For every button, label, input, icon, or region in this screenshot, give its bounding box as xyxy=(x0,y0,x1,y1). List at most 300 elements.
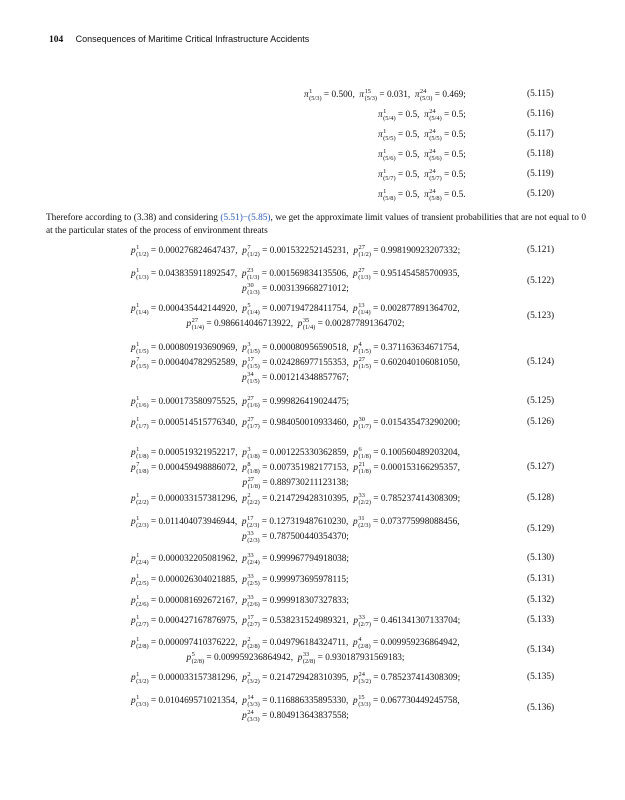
value: 0.999918307327833 xyxy=(269,596,347,607)
index-scripts xyxy=(136,594,148,608)
subscript: (2/8) xyxy=(136,643,149,650)
symbol-p: p xyxy=(242,284,247,295)
symbol-π: π xyxy=(424,170,429,181)
superscript: 17 xyxy=(247,614,254,621)
superscript: 5 xyxy=(247,302,251,309)
equation-line: p 1 (1/7) = 0.000514515776340, p 27 (1/7) = 0.984050010933460, p 30 (1/7) = 0.015435473290200; xyxy=(131,416,461,430)
superscript: 6 xyxy=(358,446,362,453)
symbol-π: π xyxy=(424,150,429,161)
subscript: (1/8) xyxy=(247,468,260,475)
symbol-p: p xyxy=(242,343,247,354)
superscript: 17 xyxy=(247,515,254,522)
symbol-p: p xyxy=(131,616,136,627)
equation-reference-link[interactable]: (5.51)−(5.85) xyxy=(220,213,271,223)
symbol-π: π xyxy=(378,130,383,141)
equation-number: (5.128) xyxy=(527,493,555,503)
equation-line: p 33 (2/3) = 0.787500440354370; xyxy=(242,530,349,544)
symbol-π: π xyxy=(378,110,383,121)
value: 0.011404073946944 xyxy=(158,517,235,528)
value: 0.073775998088456 xyxy=(380,517,458,528)
value: 0.000459498886072 xyxy=(158,463,236,474)
symbol-p: p xyxy=(242,397,247,408)
symbol-p: p xyxy=(353,616,359,627)
equation-number: (5.124) xyxy=(527,357,555,367)
subscript: (5/3) xyxy=(420,95,433,102)
equation-line: π 1 (5/7) = 0.5, π 24 (5/7) = 0.5; xyxy=(378,168,466,182)
superscript: 30 xyxy=(247,282,254,289)
index-scripts xyxy=(365,88,377,102)
value: 0.5 xyxy=(451,170,464,181)
index-scripts xyxy=(303,651,315,665)
superscript: 4 xyxy=(358,636,362,643)
symbol-π: π xyxy=(304,90,309,101)
superscript: 1 xyxy=(136,515,140,522)
value: 0.469 xyxy=(442,90,464,101)
subscript: (1/5) xyxy=(358,363,372,370)
equation-body xyxy=(131,395,349,410)
index-scripts xyxy=(359,614,371,628)
index-scripts xyxy=(247,302,259,316)
subscript: (2/6) xyxy=(136,601,149,608)
value: 0.000033157381296 xyxy=(158,494,236,505)
equation-body xyxy=(378,188,466,203)
index-scripts xyxy=(247,371,259,385)
equation-body xyxy=(378,128,466,143)
superscript: 2 xyxy=(247,636,251,643)
value: 0.999973695978115 xyxy=(269,575,347,586)
index-scripts xyxy=(359,492,371,506)
equation-line: π 1 (5/6) = 0.5, π 24 (5/6) = 0.5; xyxy=(378,148,466,162)
subscript: (5/5) xyxy=(383,135,396,142)
superscript: 1 xyxy=(136,446,140,453)
superscript: 24 xyxy=(429,148,436,155)
subscript: (2/3) xyxy=(358,522,371,529)
equation-line: p 1 (1/3) = 0.043835911892547, p 23 (1/3) = 0.001569834135506, p 27 (1/3) = 0.951454585700935, xyxy=(131,267,460,281)
equation-body xyxy=(304,88,466,103)
equation-line: p 1 (3/2) = 0.000033157381296, p 2 (3/2) = 0.214729428310395, p 24 (3/2) = 0.785237414308309; xyxy=(131,671,461,685)
subscript: (2/2) xyxy=(247,499,260,506)
value: 0.007194728411754 xyxy=(269,304,347,315)
subscript: (1/8) xyxy=(247,453,260,460)
value: 0.116886335895330 xyxy=(269,696,347,707)
subscript: (5/3) xyxy=(309,95,322,102)
index-scripts xyxy=(136,341,148,355)
superscript: 1 xyxy=(136,492,140,499)
superscript: 35 xyxy=(302,317,310,324)
equation-number: (5.135) xyxy=(527,672,555,682)
superscript: 27 xyxy=(191,317,199,324)
index-scripts xyxy=(359,671,371,685)
value: 0.371163634671754 xyxy=(380,343,458,354)
equation-end: ; xyxy=(457,418,461,429)
superscript: 1 xyxy=(136,244,140,251)
value: 0.000080956590518 xyxy=(269,343,347,354)
value: 0.000032205081962 xyxy=(158,554,236,565)
index-scripts xyxy=(429,188,441,202)
value: 0.007351982177153 xyxy=(269,463,347,474)
index-scripts xyxy=(420,88,432,102)
symbol-p: p xyxy=(242,246,247,257)
index-scripts xyxy=(383,188,395,202)
symbol-p: p xyxy=(131,304,136,315)
subscript: (3/3) xyxy=(247,716,260,723)
subscript: (1/4) xyxy=(136,309,149,316)
superscript: 33 xyxy=(247,573,254,580)
index-scripts xyxy=(429,108,441,122)
index-scripts xyxy=(136,395,148,409)
superscript: 1 xyxy=(383,128,387,135)
symbol-p: p xyxy=(353,696,358,707)
superscript: 24 xyxy=(247,709,254,716)
equation-end: ; xyxy=(457,494,461,505)
index-scripts xyxy=(247,244,259,258)
index-scripts xyxy=(247,515,259,529)
superscript: 33 xyxy=(302,651,310,658)
index-scripts xyxy=(136,492,148,506)
value: 0.999826419024475 xyxy=(269,397,347,408)
equation-line: p 1 (1/2) = 0.000276824647437, p 7 (1/2) = 0.001532252145231, p 27 (1/2) = 0.998190923207332; xyxy=(131,244,461,258)
symbol-π: π xyxy=(378,150,383,161)
superscript: 33 xyxy=(247,530,254,537)
index-scripts xyxy=(359,446,371,460)
index-scripts xyxy=(192,317,204,331)
subscript: (3/2) xyxy=(136,678,149,685)
superscript: 23 xyxy=(247,267,254,274)
value: 0.538231524989321 xyxy=(269,616,347,627)
value: 0.785237414308309 xyxy=(380,673,458,684)
index-scripts xyxy=(247,594,259,608)
equation-line: p 34 (1/5) = 0.001214348857767; xyxy=(242,371,349,385)
symbol-p: p xyxy=(242,463,247,474)
index-scripts xyxy=(136,416,148,430)
superscript: 1 xyxy=(136,395,140,402)
equation-body xyxy=(378,168,466,183)
value: 0.889730211123138 xyxy=(269,478,346,489)
symbol-p: p xyxy=(353,269,358,280)
equation-end: ; xyxy=(345,478,349,489)
value: 0.951454585700935 xyxy=(380,269,458,280)
value: 0.000809193690969 xyxy=(158,343,236,354)
superscript: 1 xyxy=(383,188,387,195)
equation-end: ; xyxy=(457,616,461,627)
index-scripts xyxy=(247,530,259,544)
superscript: 3 xyxy=(247,446,251,453)
superscript: 3 xyxy=(247,341,251,348)
subscript: (2/7) xyxy=(358,621,371,628)
symbol-p: p xyxy=(131,358,136,369)
equation-end: ; xyxy=(401,319,405,330)
subscript: (5/6) xyxy=(383,155,396,162)
subscript: (1/8) xyxy=(136,453,149,460)
index-scripts xyxy=(358,694,370,708)
symbol-p: p xyxy=(131,673,136,684)
equation-line: p 1 (1/6) = 0.000173580975525, p 27 (1/6) = 0.999826419024475; xyxy=(131,395,349,409)
equation-body xyxy=(131,267,460,297)
subscript: (1/5) xyxy=(136,348,149,355)
symbol-p: p xyxy=(131,575,136,586)
equation-number: (5.126) xyxy=(527,417,555,427)
equation-end: ; xyxy=(346,397,349,408)
index-scripts xyxy=(192,651,204,665)
equation-body xyxy=(131,594,349,609)
value: 0.5 xyxy=(405,150,418,161)
equation-body xyxy=(131,446,460,491)
value: 0.100560489203204 xyxy=(380,448,458,459)
value: 0.602040106081050 xyxy=(380,358,458,369)
symbol-p: p xyxy=(242,418,247,429)
value: 0.001225330362859 xyxy=(269,448,347,459)
subscript: (2/2) xyxy=(358,499,371,506)
value: 0.031 xyxy=(386,90,408,101)
symbol-p: p xyxy=(242,554,247,565)
value: 0.5 xyxy=(405,170,418,181)
symbol-p: p xyxy=(131,418,136,429)
index-scripts xyxy=(429,128,441,142)
value: 0.500 xyxy=(331,90,353,101)
value: 0.000514515776340 xyxy=(158,418,236,429)
subscript: (3/3) xyxy=(247,701,260,708)
subscript: (1/5) xyxy=(358,348,371,355)
subscript: (2/7) xyxy=(136,621,149,628)
subscript: (5/3) xyxy=(364,95,378,102)
symbol-π: π xyxy=(378,170,383,181)
value: 0.000519321952217 xyxy=(158,448,236,459)
equation-body xyxy=(131,244,460,259)
equation-line: p 1 (2/8) = 0.000097410376222, p 2 (2/8) = 0.049796184324711, p 4 (2/8) = 0.009959236864942, xyxy=(131,636,460,650)
symbol-p: p xyxy=(297,653,303,664)
index-scripts xyxy=(247,395,259,409)
index-scripts xyxy=(136,302,148,316)
paragraph-text-after: , we get the approximate limit values of transient probabilities that are not equal to 0 at the particular states of the process of environment threats xyxy=(46,213,586,236)
value: 0.015435473290200 xyxy=(380,418,458,429)
equation-end: ; xyxy=(346,554,349,565)
equation-body xyxy=(131,515,460,545)
index-scripts xyxy=(247,341,259,355)
index-scripts xyxy=(359,244,371,258)
index-scripts xyxy=(247,709,259,723)
symbol-p: p xyxy=(242,711,247,722)
value: 0.930187931569183 xyxy=(325,653,402,664)
subscript: (5/8) xyxy=(383,195,396,202)
index-scripts xyxy=(358,515,370,529)
superscript: 1 xyxy=(136,594,140,601)
index-scripts xyxy=(247,573,259,587)
superscript: 21 xyxy=(358,461,365,468)
symbol-p: p xyxy=(186,653,192,664)
symbol-p: p xyxy=(242,696,247,707)
subscript: (1/4) xyxy=(247,309,260,316)
index-scripts xyxy=(136,356,148,370)
value: 0.461341307133704 xyxy=(380,616,458,627)
value: 0.998190923207332 xyxy=(380,246,458,257)
equation-line: p 1 (3/3) = 0.010469571021354, p 14 (3/3) = 0.116886335895330, p 15 (3/3) = 0.067730449245758, xyxy=(131,694,460,708)
equation-end: ; xyxy=(346,284,349,295)
symbol-p: p xyxy=(242,596,247,607)
index-scripts xyxy=(247,552,259,566)
value: 0.986614046713922 xyxy=(214,319,291,330)
subscript: (2/6) xyxy=(247,601,260,608)
subscript: (2/8) xyxy=(247,643,260,650)
value: 0.984050010933460 xyxy=(269,418,347,429)
value: 0.000173580975525 xyxy=(158,397,236,408)
superscript: 33 xyxy=(358,614,365,621)
index-scripts xyxy=(136,573,148,587)
symbol-p: p xyxy=(131,343,136,354)
index-scripts xyxy=(359,356,371,370)
index-scripts xyxy=(136,267,148,281)
equation-line: π 1 (5/5) = 0.5, π 24 (5/5) = 0.5; xyxy=(378,128,466,142)
value: 0.000153166295357 xyxy=(380,463,458,474)
equation-line: p 1 (2/5) = 0.000026304021885, p 33 (2/5) = 0.999973695978115; xyxy=(131,573,349,587)
value: 0.214729428310395 xyxy=(269,494,347,505)
subscript: (2/8) xyxy=(358,643,371,650)
equation-line: p 1 (2/7) = 0.000427167876975, p 17 (2/7) = 0.538231524989321, p 33 (2/7) = 0.461341307133704; xyxy=(131,614,461,628)
index-scripts xyxy=(136,515,148,529)
symbol-p: p xyxy=(242,304,247,315)
value: 0.5 xyxy=(405,190,418,201)
value: 0.009959236864942 xyxy=(380,638,458,649)
equation-number: (5.129) xyxy=(527,523,555,534)
equation-body xyxy=(131,573,349,588)
running-header xyxy=(49,34,309,45)
subscript: (1/2) xyxy=(136,251,149,258)
equation-line: p 1 (1/5) = 0.000809193690969, p 3 (1/5) = 0.000080956590518, p 4 (1/5) = 0.371163634671754, xyxy=(131,341,460,355)
subscript: (1/5) xyxy=(136,363,149,370)
subscript: (5/6) xyxy=(429,155,442,162)
superscript: 27 xyxy=(358,267,365,274)
symbol-p: p xyxy=(242,575,247,586)
subscript: (2/3) xyxy=(247,522,260,529)
equation-number: (5.136) xyxy=(527,702,555,713)
value: 0.5 xyxy=(451,130,464,141)
header-title: Consequences of Maritime Critical Infrastructure Accidents xyxy=(75,34,310,44)
equation-number: (5.119) xyxy=(527,169,554,179)
subscript: (1/4) xyxy=(358,309,371,316)
subscript: (2/4) xyxy=(136,559,149,566)
equation-end: ; xyxy=(346,596,349,607)
value: 0.000435442144920 xyxy=(158,304,236,315)
index-scripts xyxy=(136,694,148,708)
value: 0.127319487610230 xyxy=(269,517,347,528)
value: 0.5 xyxy=(451,110,464,121)
equation-line: p 27 (1/4) = 0.986614046713922, p 35 (1/4) = 0.002877891364702; xyxy=(186,317,405,331)
superscript: 2 xyxy=(247,671,251,678)
equation-line: p 1 (1/4) = 0.000435442144920, p 5 (1/4) = 0.007194728411754, p 13 (1/4) = 0.002877891364702, xyxy=(131,302,460,316)
value: 0.000276824647437 xyxy=(158,246,236,257)
equation-number: (5.116) xyxy=(527,109,554,119)
index-scripts xyxy=(429,148,441,162)
subscript: (1/3) xyxy=(247,289,260,296)
symbol-π: π xyxy=(424,190,429,201)
superscript: 1 xyxy=(136,267,140,274)
subscript: (1/8) xyxy=(247,483,261,490)
subscript: (1/3) xyxy=(136,274,149,281)
symbol-π: π xyxy=(359,90,365,101)
equation-line: p 7 (1/8) = 0.000459498886072, p 8 (1/8) = 0.007351982177153, p 21 (1/8) = 0.000153166295357, xyxy=(131,461,460,475)
symbol-p: p xyxy=(131,448,136,459)
symbol-p: p xyxy=(242,673,247,684)
equation-number: (5.131) xyxy=(527,574,555,584)
equation-line: p 1 (2/2) = 0.000033157381296, p 2 (2/2) = 0.214729428310395, p 33 (2/2) = 0.785237414308309; xyxy=(131,492,461,506)
symbol-p: p xyxy=(131,246,136,257)
index-scripts xyxy=(309,88,321,102)
page-number: 104 xyxy=(49,35,64,45)
equation-number: (5.130) xyxy=(527,553,555,563)
value: 0.010469571021354 xyxy=(158,696,236,707)
index-scripts xyxy=(247,267,259,281)
index-scripts xyxy=(136,244,148,258)
superscript: 24 xyxy=(429,128,436,135)
subscript: (1/7) xyxy=(247,423,260,430)
index-scripts xyxy=(247,671,259,685)
superscript: 1 xyxy=(136,302,140,309)
equation-number: (5.127) xyxy=(527,462,555,472)
symbol-p: p xyxy=(353,418,359,429)
index-scripts xyxy=(358,267,370,281)
index-scripts xyxy=(247,282,259,296)
symbol-p: p xyxy=(131,494,136,505)
equation-line: p 1 (2/4) = 0.000032205081962, p 33 (2/4) = 0.999967794918038; xyxy=(131,552,349,566)
symbol-p: p xyxy=(242,358,247,369)
symbol-p: p xyxy=(131,269,136,280)
value: 0.002877891364702 xyxy=(325,319,402,330)
subscript: (3/2) xyxy=(358,678,371,685)
superscript: 24 xyxy=(429,108,436,115)
value: 0.001532252145231 xyxy=(269,246,347,257)
superscript: 2 xyxy=(247,492,251,499)
equation-end: ; xyxy=(346,711,349,722)
equation-line: p 7 (1/5) = 0.000404782952589, p 17 (1/5) = 0.024286977155353, p 27 (1/5) = 0.602040106081050, xyxy=(131,356,460,370)
index-scripts xyxy=(136,671,148,685)
superscript: 1 xyxy=(136,573,140,580)
subscript: (1/2) xyxy=(358,251,371,258)
equation-body xyxy=(131,614,460,629)
index-scripts xyxy=(303,317,315,331)
symbol-p: p xyxy=(353,463,359,474)
subscript: (1/6) xyxy=(136,402,149,409)
symbol-p: p xyxy=(353,343,359,354)
equation-line: π 1 (5/4) = 0.5, π 24 (5/4) = 0.5; xyxy=(378,108,466,122)
index-scripts xyxy=(247,461,259,475)
symbol-p: p xyxy=(353,448,359,459)
symbol-p: p xyxy=(353,638,358,649)
equation-body xyxy=(378,148,466,163)
value: 0.999967794918038 xyxy=(269,554,347,565)
symbol-p: p xyxy=(131,397,136,408)
equation-line: p 5 (2/8) = 0.009959236864942, p 33 (2/8) = 0.930187931569183; xyxy=(186,651,405,665)
superscript: 17 xyxy=(247,356,254,363)
equation-end: . xyxy=(463,190,466,201)
equation-number: (5.122) xyxy=(527,275,555,286)
symbol-p: p xyxy=(353,304,358,315)
equation-number: (5.120) xyxy=(527,189,555,199)
equation-body xyxy=(131,416,460,431)
index-scripts xyxy=(247,614,259,628)
subscript: (3/3) xyxy=(136,701,149,708)
symbol-p: p xyxy=(353,358,359,369)
superscript: 1 xyxy=(383,108,387,115)
index-scripts xyxy=(247,492,259,506)
subscript: (5/7) xyxy=(383,175,396,182)
index-scripts xyxy=(359,341,371,355)
equation-end: ; xyxy=(346,532,349,543)
superscript: 7 xyxy=(136,356,140,363)
equation-end: ; xyxy=(457,246,461,257)
superscript: 13 xyxy=(358,302,365,309)
superscript: 7 xyxy=(247,244,251,251)
subscript: (5/5) xyxy=(429,135,442,142)
subscript: (2/5) xyxy=(247,580,260,587)
